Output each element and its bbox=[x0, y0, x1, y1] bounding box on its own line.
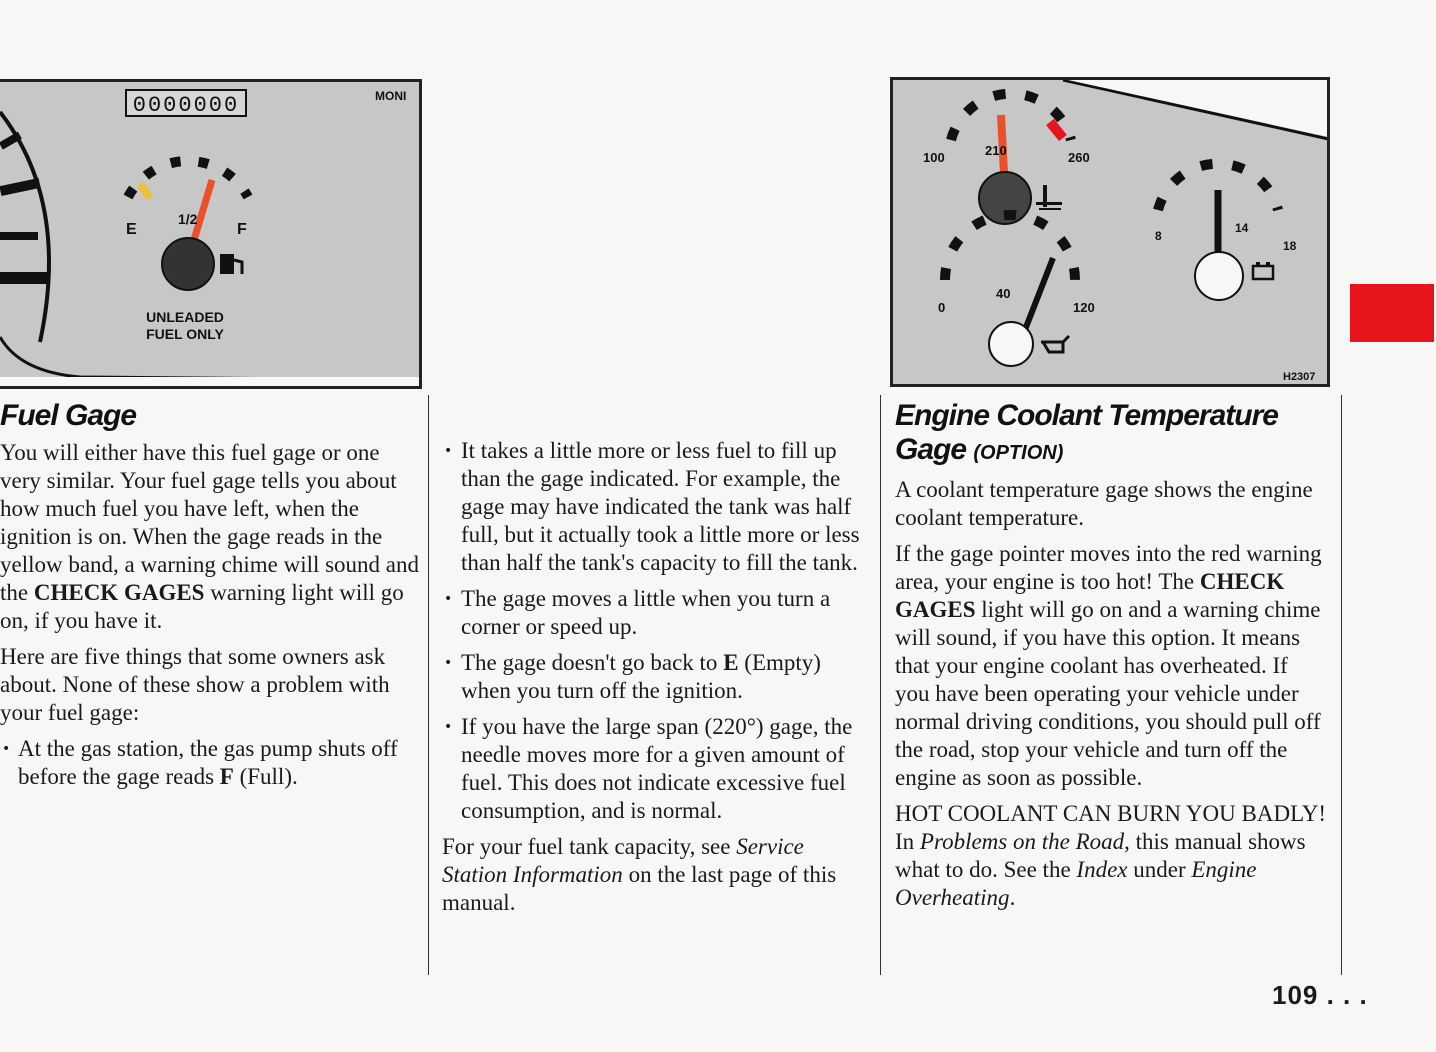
section-tab-marker bbox=[1350, 284, 1434, 342]
fuel-pump-icon bbox=[220, 254, 242, 274]
temp-high-label: 260 bbox=[1068, 150, 1090, 165]
five-things-intro: Here are five things that some owners ask about. None of these show a problem with your fuel gage: bbox=[0, 644, 390, 725]
fuel-gage-column bbox=[0, 395, 420, 799]
fuel-gage-heading: Fuel Gage bbox=[0, 399, 137, 432]
coolant-gage-column bbox=[880, 395, 1342, 975]
list-item: • It takes a little more or less fuel to fill up than the gage indicated. For example, the gage may have indicated the tank was half full, but it actually took a little more or less than half the tank's capacity to fill the tank. bbox=[444, 438, 860, 575]
tank-capacity-note: For your fuel tank capacity, see Service Station Information on the last page of this manual. bbox=[442, 834, 837, 915]
volt-high-label: 18 bbox=[1283, 239, 1297, 253]
oil-can-icon bbox=[1041, 336, 1069, 352]
coolant-gage-heading: Engine Coolant Temperature Gage (OPTION) bbox=[895, 399, 1278, 466]
full-label: F bbox=[237, 221, 247, 238]
coolant-gage-figure bbox=[890, 77, 1330, 387]
list-item: • The gage doesn't go back to E (Empty) when you turn off the ignition. bbox=[444, 650, 821, 703]
hot-coolant-caution: HOT COOLANT CAN BURN YOU BADLY! In Problems on the Road, this manual shows what to do. See the Index under Engine Overheating. bbox=[895, 801, 1327, 910]
bullet-icon: • bbox=[444, 443, 453, 459]
unleaded-label: UNLEADED bbox=[146, 309, 224, 325]
fuel-gage-figure bbox=[0, 79, 422, 389]
temp-low-label: 100 bbox=[923, 150, 945, 165]
oil-mid-label: 40 bbox=[996, 286, 1011, 301]
empty-label: E bbox=[126, 221, 137, 238]
battery-icon bbox=[1253, 262, 1273, 279]
gauge-cluster-illustration bbox=[893, 80, 1330, 387]
odometer-digits: 0000000 bbox=[132, 93, 240, 118]
volt-low-label: 8 bbox=[1155, 229, 1162, 243]
monitor-label: MONI bbox=[375, 89, 407, 103]
list-item: • At the gas station, the gas pump shuts off before the gage reads F (Full). bbox=[2, 736, 398, 789]
figure-code: H2307 bbox=[1283, 371, 1316, 383]
volt-mid-label: 14 bbox=[1235, 221, 1249, 235]
bullet-icon: • bbox=[444, 591, 453, 607]
fuel-gage-illustration bbox=[0, 82, 422, 389]
coolant-gage-intro: A coolant temperature gage shows the engine coolant temperature. bbox=[895, 477, 1313, 530]
page-number: 109 . . . bbox=[1272, 980, 1368, 1010]
bullet-icon: • bbox=[444, 719, 453, 735]
bullet-icon: • bbox=[444, 655, 453, 671]
list-item: • If you have the large span (220°) gage, the needle moves more for a given amount of fuel. This does not indicate excessive fuel consumption, and is normal. bbox=[444, 714, 853, 823]
coolant-thermometer-icon bbox=[1036, 185, 1062, 210]
half-label: 1/2 bbox=[178, 211, 198, 227]
list-item: • The gage moves a little when you turn a corner or speed up. bbox=[444, 586, 831, 639]
overheat-warning: If the gage pointer moves into the red warning area, your engine is too hot! The CHECK GAGES light will go on and a warning chime will sound, if you have this option. It means that your engine coolant has overheated. If you have been operating your vehicle under normal driving conditions, you should pull off the road, stop your vehicle and turn off the engine as soon as possible. bbox=[895, 541, 1322, 790]
oil-high-label: 120 bbox=[1073, 300, 1095, 315]
fuel-gage-continued-column bbox=[428, 395, 873, 975]
fuel-only-label: FUEL ONLY bbox=[146, 326, 224, 342]
temp-mid-label: 210 bbox=[985, 143, 1007, 158]
fuel-gage-intro: You will either have this fuel gage or one very similar. Your fuel gage tells you about how much fuel you have left, when the ignition is on. When the gage reads in the yellow band, a warning chime will sound and the CHECK GAGES warning light will go on, if you have it. bbox=[0, 440, 420, 633]
oil-low-label: 0 bbox=[938, 300, 946, 315]
bullet-icon: • bbox=[2, 741, 11, 757]
